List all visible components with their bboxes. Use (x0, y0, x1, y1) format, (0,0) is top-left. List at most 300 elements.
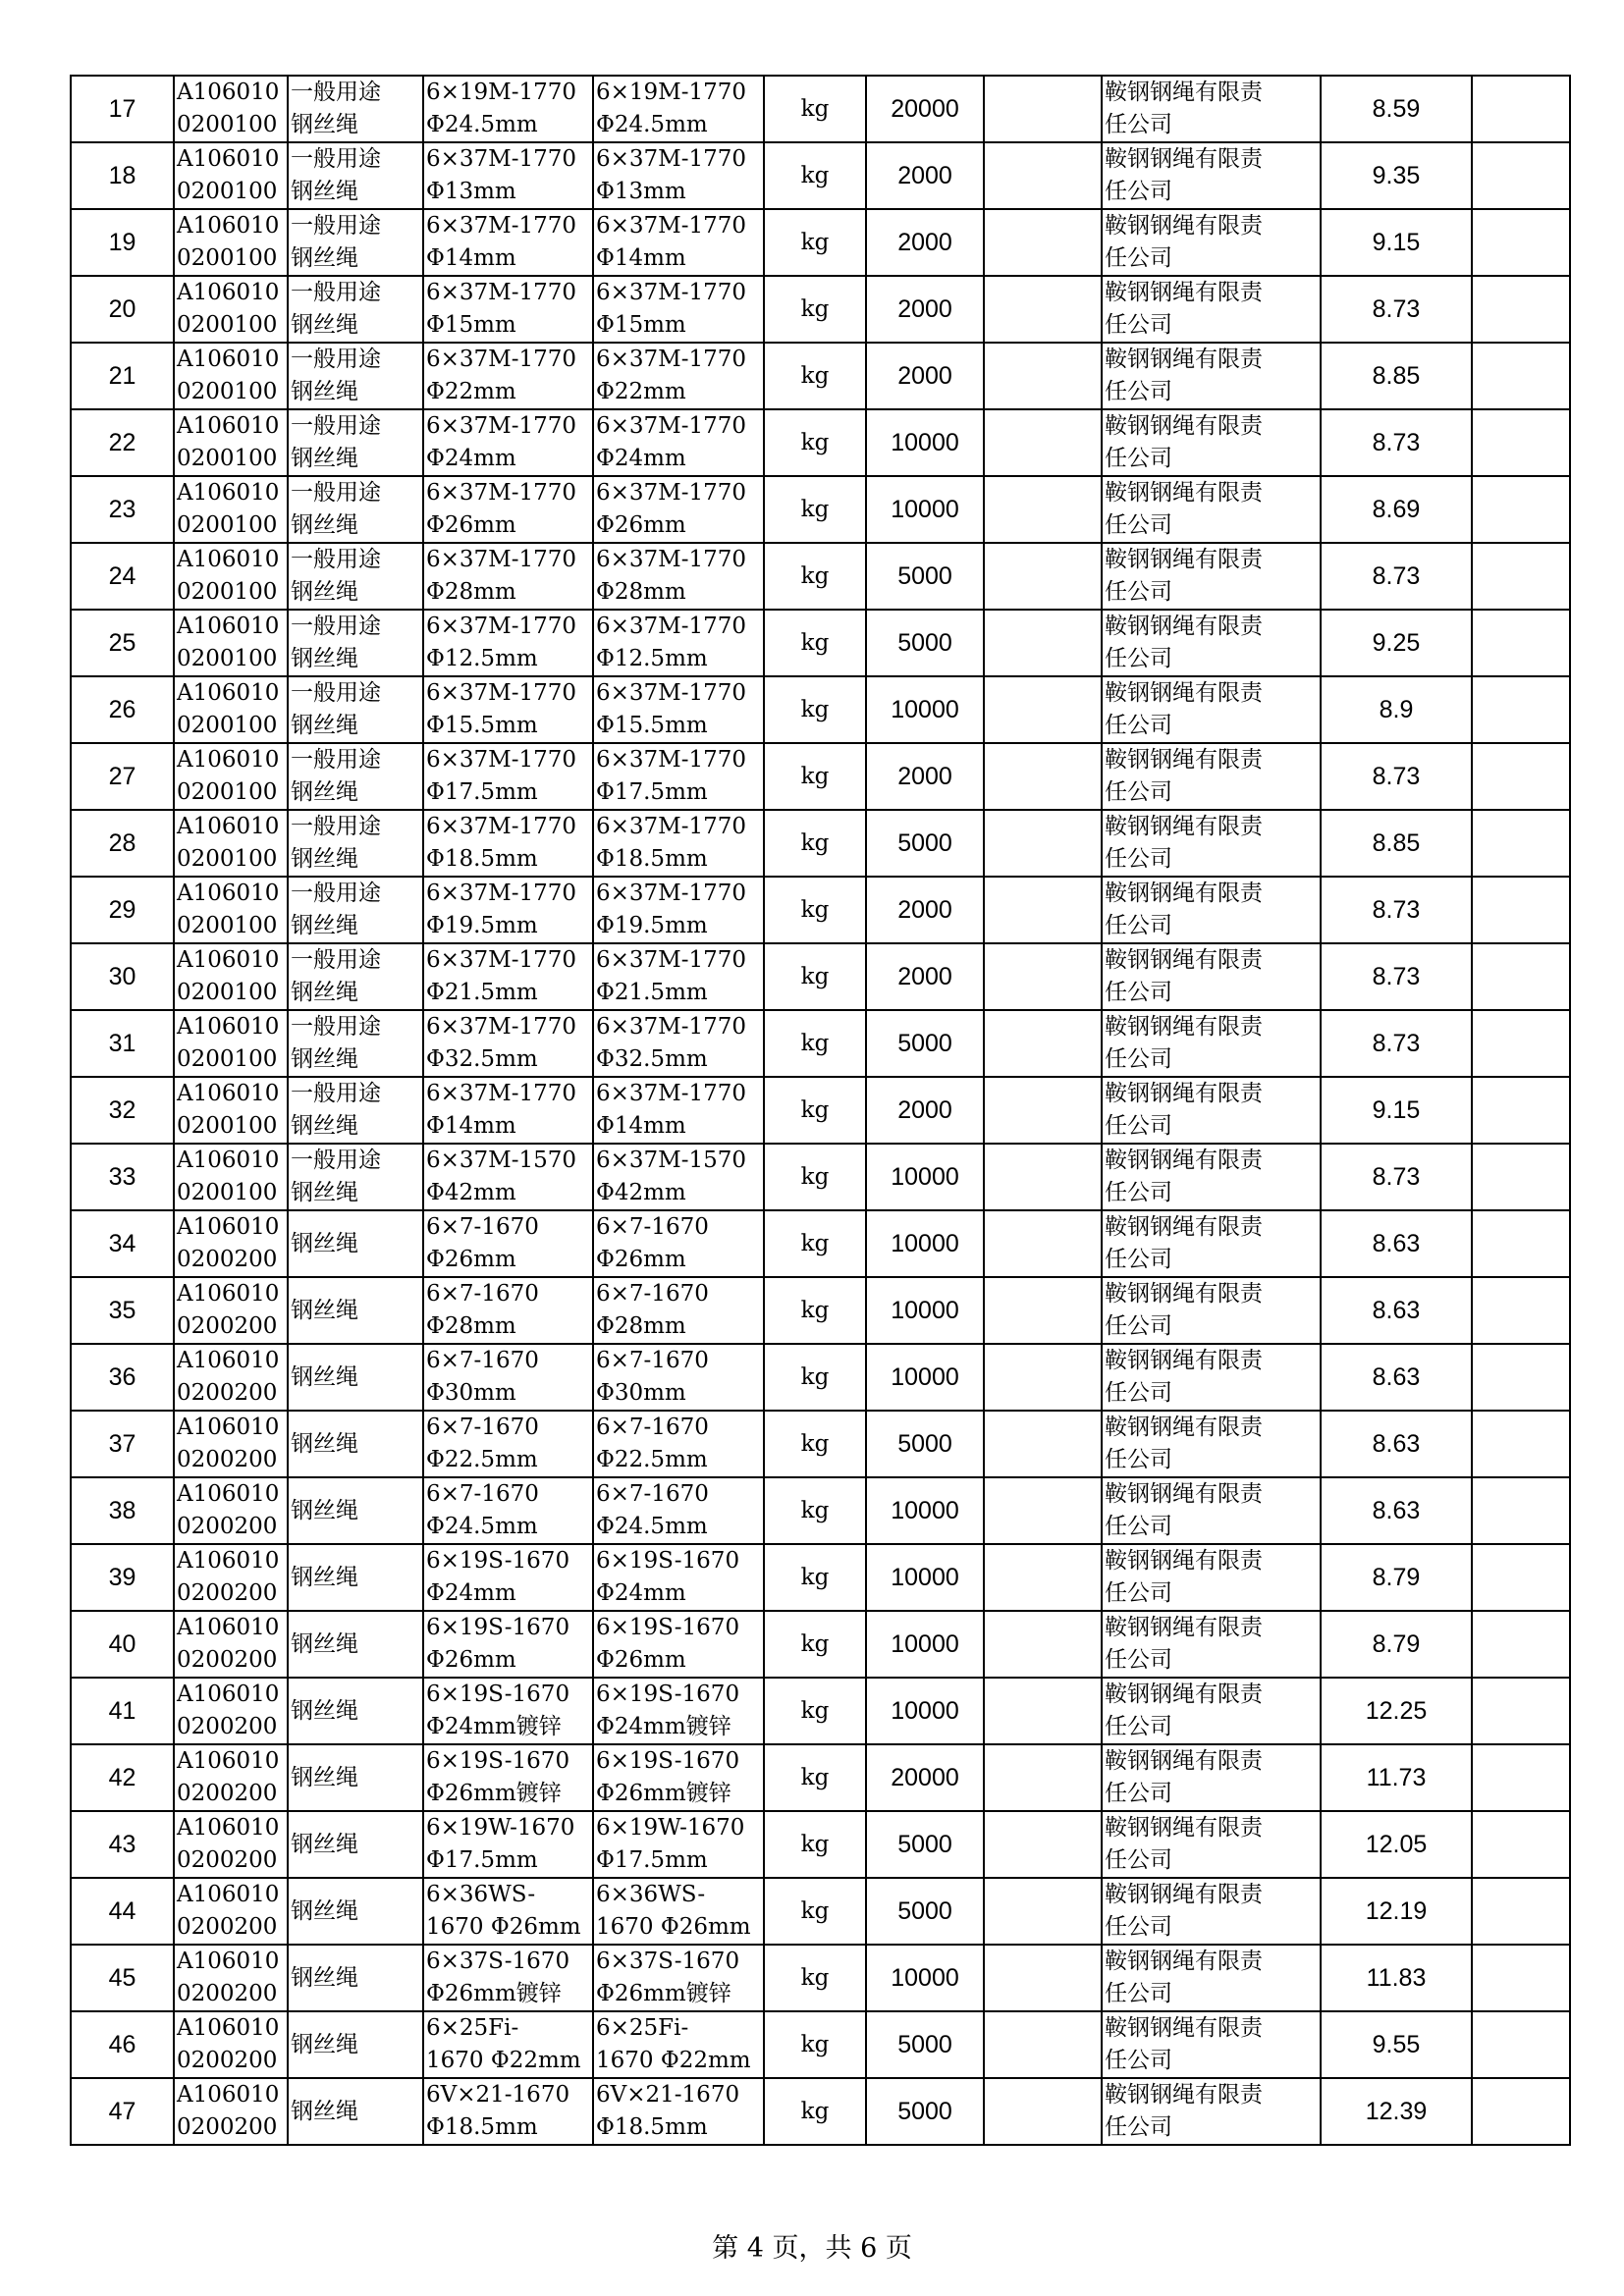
material-name-line: 钢丝绳 (291, 646, 358, 671)
material-code-line: A106010 (177, 881, 280, 906)
material-code-cell (174, 409, 288, 476)
material-code-cell (174, 1544, 288, 1611)
material-name-cell (288, 2078, 423, 2145)
quantity-cell: 20000 (866, 76, 984, 142)
remark-cell (1472, 1477, 1570, 1544)
model-line: 6×37M-1770 (596, 347, 747, 372)
material-code-cell (174, 1678, 288, 1744)
spec-cell (423, 1945, 593, 2011)
blank-cell (984, 1945, 1102, 2011)
spec-line: 6V×21-1670 (426, 2082, 570, 2108)
material-name-cell (288, 1210, 423, 1277)
model-cell (593, 476, 764, 543)
material-name-cell (288, 1477, 423, 1544)
model-line: Φ26mm (596, 512, 686, 538)
remark-cell (1472, 1010, 1570, 1077)
table-row (71, 810, 1570, 877)
material-code-line: A106010 (177, 1548, 280, 1574)
remark-cell (1472, 1544, 1570, 1611)
material-name-cell (288, 2011, 423, 2078)
supplier-line: 任公司 (1105, 1914, 1172, 1940)
blank-cell (984, 1277, 1102, 1344)
model-cell (593, 276, 764, 343)
material-name-cell (288, 1144, 423, 1210)
remark-cell (1472, 2011, 1570, 2078)
table-row (71, 743, 1570, 810)
unit-cell: kg (764, 409, 866, 476)
material-name-cell (288, 142, 423, 209)
spec-line: 6×37M-1770 (426, 947, 577, 973)
model-line: 6×7-1670 (596, 1214, 709, 1240)
supplier-cell (1102, 1411, 1321, 1477)
blank-cell (984, 209, 1102, 276)
blank-cell (984, 1744, 1102, 1811)
model-line: Φ26mm镀锌 (596, 1981, 731, 2006)
material-name-line: 钢丝绳 (291, 245, 358, 271)
unit-price-cell: 12.19 (1321, 1878, 1472, 1945)
spec-line: 1670 Φ26mm (426, 1914, 581, 1940)
model-line: 6×37M-1770 (596, 213, 747, 239)
material-name-line: 一般用途 (291, 547, 381, 572)
quantity-cell: 10000 (866, 676, 984, 743)
model-line: 6×19W-1670 (596, 1815, 745, 1841)
material-name-line: 钢丝绳 (291, 2098, 358, 2124)
supplier-line: 鞍钢钢绳有限责 (1105, 1148, 1263, 1173)
material-code-line: A106010 (177, 614, 280, 639)
supplier-line: 任公司 (1105, 2114, 1172, 2140)
material-name-line: 一般用途 (291, 1081, 381, 1106)
blank-cell (984, 343, 1102, 409)
supplier-line: 任公司 (1105, 846, 1172, 872)
material-name-line: 钢丝绳 (291, 579, 358, 605)
model-line: 6×7-1670 (596, 1348, 709, 1373)
model-line: Φ14mm (596, 245, 686, 271)
model-cell (593, 2011, 764, 2078)
material-code-cell (174, 543, 288, 610)
unit-cell: kg (764, 1077, 866, 1144)
material-name-cell (288, 543, 423, 610)
material-code-cell (174, 1344, 288, 1411)
row-number-cell: 46 (71, 2011, 174, 2078)
remark-cell (1472, 409, 1570, 476)
remark-cell (1472, 1678, 1570, 1744)
material-code-line: A106010 (177, 1949, 280, 1974)
spec-line: 6×37M-1570 (426, 1148, 577, 1173)
material-name-cell (288, 1411, 423, 1477)
unit-cell: kg (764, 1678, 866, 1744)
material-code-line: 0200100 (177, 646, 278, 671)
spec-line: 6×25Fi- (426, 2015, 519, 2041)
blank-cell (984, 1544, 1102, 1611)
quantity-cell: 5000 (866, 543, 984, 610)
unit-cell: kg (764, 1945, 866, 2011)
supplier-line: 鞍钢钢绳有限责 (1105, 747, 1263, 773)
spec-line: 6×37S-1670 (426, 1949, 570, 1974)
material-code-line: 0200100 (177, 179, 278, 204)
quantity-cell: 10000 (866, 1344, 984, 1411)
model-line: Φ18.5mm (596, 2114, 708, 2140)
blank-cell (984, 1678, 1102, 1744)
spec-line: 6×37M-1770 (426, 413, 577, 439)
blank-cell (984, 1344, 1102, 1411)
row-number-cell: 35 (71, 1277, 174, 1344)
table-row (71, 1945, 1570, 2011)
model-line: Φ28mm (596, 579, 686, 605)
remark-cell (1472, 1344, 1570, 1411)
remark-cell (1472, 343, 1570, 409)
spec-cell (423, 810, 593, 877)
supplier-line: 鞍钢钢绳有限责 (1105, 2015, 1263, 2041)
model-cell (593, 1744, 764, 1811)
spec-line: 6×36WS- (426, 1882, 536, 1907)
model-line: Φ13mm (596, 179, 686, 204)
row-number-cell: 42 (71, 1744, 174, 1811)
supplier-line: 鞍钢钢绳有限责 (1105, 1882, 1263, 1907)
blank-cell (984, 877, 1102, 943)
model-line: Φ17.5mm (596, 1847, 708, 1873)
row-number-cell: 41 (71, 1678, 174, 1744)
table-row (71, 1010, 1570, 1077)
material-name-line: 钢丝绳 (291, 1180, 358, 1205)
spec-cell (423, 276, 593, 343)
supplier-line: 鞍钢钢绳有限责 (1105, 1014, 1263, 1040)
supplier-cell (1102, 2011, 1321, 2078)
supplier-line: 鞍钢钢绳有限责 (1105, 547, 1263, 572)
quantity-cell: 10000 (866, 1678, 984, 1744)
supplier-cell (1102, 743, 1321, 810)
material-code-cell (174, 610, 288, 676)
quantity-cell: 2000 (866, 943, 984, 1010)
quantity-cell: 10000 (866, 1277, 984, 1344)
supplier-cell (1102, 810, 1321, 877)
spec-line: Φ19.5mm (426, 913, 538, 938)
model-line: Φ24mm镀锌 (596, 1714, 731, 1739)
material-name-cell (288, 1077, 423, 1144)
unit-price-cell: 11.73 (1321, 1744, 1472, 1811)
model-cell (593, 1945, 764, 2011)
quantity-cell: 10000 (866, 1210, 984, 1277)
material-code-line: A106010 (177, 814, 280, 839)
spec-line: Φ24mm (426, 1580, 516, 1606)
material-code-line: 0200100 (177, 1113, 278, 1139)
supplier-line: 鞍钢钢绳有限责 (1105, 1615, 1263, 1640)
supplier-line: 任公司 (1105, 1046, 1172, 1072)
unit-cell: kg (764, 877, 866, 943)
material-name-line: 钢丝绳 (291, 713, 358, 738)
row-number-cell: 36 (71, 1344, 174, 1411)
spec-cell (423, 476, 593, 543)
unit-cell: kg (764, 1010, 866, 1077)
supplier-cell (1102, 877, 1321, 943)
spec-line: Φ28mm (426, 579, 516, 605)
spec-line: 6×37M-1770 (426, 213, 577, 239)
unit-cell: kg (764, 1411, 866, 1477)
unit-price-cell: 8.73 (1321, 1144, 1472, 1210)
model-line: Φ17.5mm (596, 779, 708, 805)
blank-cell (984, 2078, 1102, 2145)
quantity-cell: 5000 (866, 1878, 984, 1945)
row-number-cell: 19 (71, 209, 174, 276)
table-row (71, 1477, 1570, 1544)
material-code-line: A106010 (177, 1014, 280, 1040)
unit-price-cell: 11.83 (1321, 1945, 1472, 2011)
spec-line: Φ18.5mm (426, 846, 538, 872)
spec-line: Φ18.5mm (426, 2114, 538, 2140)
spec-line: Φ13mm (426, 179, 516, 204)
remark-cell (1472, 1945, 1570, 2011)
spec-line: Φ24mm (426, 446, 516, 471)
table-row (71, 2011, 1570, 2078)
model-line: Φ18.5mm (596, 846, 708, 872)
spec-line: 6×37M-1770 (426, 680, 577, 706)
material-code-cell (174, 676, 288, 743)
supplier-cell (1102, 1544, 1321, 1611)
material-code-line: 0200100 (177, 579, 278, 605)
blank-cell (984, 1210, 1102, 1277)
remark-cell (1472, 877, 1570, 943)
material-name-line: 钢丝绳 (291, 446, 358, 471)
material-code-line: 0200100 (177, 312, 278, 338)
model-cell (593, 1144, 764, 1210)
material-name-line: 一般用途 (291, 347, 381, 372)
unit-price-cell: 8.73 (1321, 877, 1472, 943)
material-code-cell (174, 142, 288, 209)
material-code-line: A106010 (177, 680, 280, 706)
material-name-line: 一般用途 (291, 881, 381, 906)
spec-line: 6×7-1670 (426, 1348, 539, 1373)
blank-cell (984, 476, 1102, 543)
material-name-line: 钢丝绳 (291, 846, 358, 872)
unit-price-cell: 9.25 (1321, 610, 1472, 676)
model-cell (593, 1010, 764, 1077)
supplier-line: 鞍钢钢绳有限责 (1105, 1548, 1263, 1574)
table-row (71, 610, 1570, 676)
unit-cell: kg (764, 810, 866, 877)
spec-line: 6×19S-1670 (426, 1748, 570, 1774)
unit-price-cell: 8.59 (1321, 76, 1472, 142)
supplier-line: 任公司 (1105, 1981, 1172, 2006)
material-code-line: A106010 (177, 1615, 280, 1640)
supplier-line: 任公司 (1105, 512, 1172, 538)
material-name-line: 一般用途 (291, 1014, 381, 1040)
unit-price-cell: 8.79 (1321, 1544, 1472, 1611)
blank-cell (984, 1611, 1102, 1678)
row-number-cell: 40 (71, 1611, 174, 1678)
page-footer: 第 4 页，共 6 页 (712, 2233, 912, 2264)
model-cell (593, 1678, 764, 1744)
supplier-cell (1102, 209, 1321, 276)
material-name-cell (288, 1544, 423, 1611)
supplier-line: 鞍钢钢绳有限责 (1105, 1949, 1263, 1974)
material-name-cell (288, 1010, 423, 1077)
spec-line: Φ30mm (426, 1380, 516, 1406)
model-cell (593, 676, 764, 743)
table-row (71, 1277, 1570, 1344)
remark-cell (1472, 1144, 1570, 1210)
model-cell (593, 142, 764, 209)
row-number-cell: 26 (71, 676, 174, 743)
material-name-line: 钢丝绳 (291, 1697, 358, 1724)
blank-cell (984, 2011, 1102, 2078)
material-name-line: 一般用途 (291, 213, 381, 239)
material-name-line: 钢丝绳 (291, 980, 358, 1005)
material-code-line: 0200200 (177, 1714, 278, 1739)
supplier-line: 任公司 (1105, 646, 1172, 671)
material-code-cell (174, 2078, 288, 2145)
supplier-line: 任公司 (1105, 1380, 1172, 1406)
unit-price-cell: 8.73 (1321, 409, 1472, 476)
unit-price-cell: 8.63 (1321, 1477, 1472, 1544)
material-name-line: 钢丝绳 (291, 1363, 358, 1390)
spec-line: 6×37M-1770 (426, 280, 577, 305)
model-line: 6V×21-1670 (596, 2082, 740, 2108)
material-code-cell (174, 877, 288, 943)
unit-cell: kg (764, 76, 866, 142)
material-code-cell (174, 943, 288, 1010)
supplier-line: 任公司 (1105, 446, 1172, 471)
row-number-cell: 47 (71, 2078, 174, 2145)
supplier-cell (1102, 676, 1321, 743)
unit-cell: kg (764, 1210, 866, 1277)
material-code-line: 0200100 (177, 980, 278, 1005)
unit-price-cell: 8.73 (1321, 743, 1472, 810)
quantity-cell: 20000 (866, 1744, 984, 1811)
material-code-line: 0200200 (177, 1647, 278, 1673)
model-line: 6×37M-1770 (596, 947, 747, 973)
model-line: 6×7-1670 (596, 1415, 709, 1440)
table-row (71, 76, 1570, 142)
spec-line: 6×19M-1770 (426, 80, 577, 105)
table-row (71, 276, 1570, 343)
model-cell (593, 76, 764, 142)
spec-cell (423, 1344, 593, 1411)
material-code-line: 0200200 (177, 1514, 278, 1539)
unit-price-cell: 12.39 (1321, 2078, 1472, 2145)
supplier-line: 鞍钢钢绳有限责 (1105, 213, 1263, 239)
unit-cell: kg (764, 1811, 866, 1878)
model-cell (593, 1210, 764, 1277)
spec-line: Φ21.5mm (426, 980, 538, 1005)
unit-cell: kg (764, 2078, 866, 2145)
row-number-cell: 28 (71, 810, 174, 877)
spec-line: Φ14mm (426, 245, 516, 271)
model-line: Φ26mm (596, 1647, 686, 1673)
material-code-line: 0200200 (177, 1580, 278, 1606)
row-number-cell: 32 (71, 1077, 174, 1144)
row-number-cell: 17 (71, 76, 174, 142)
supplier-cell (1102, 610, 1321, 676)
model-cell (593, 810, 764, 877)
remark-cell (1472, 1077, 1570, 1144)
supplier-line: 任公司 (1105, 112, 1172, 137)
unit-price-cell: 8.73 (1321, 1010, 1472, 1077)
model-line: 6×19S-1670 (596, 1548, 740, 1574)
model-line: 6×37M-1770 (596, 614, 747, 639)
model-cell (593, 1411, 764, 1477)
supplier-line: 鞍钢钢绳有限责 (1105, 146, 1263, 172)
material-code-cell (174, 1611, 288, 1678)
spec-cell (423, 610, 593, 676)
material-code-line: A106010 (177, 146, 280, 172)
unit-cell: kg (764, 543, 866, 610)
quantity-cell: 5000 (866, 1811, 984, 1878)
remark-cell (1472, 610, 1570, 676)
material-name-line: 钢丝绳 (291, 1630, 358, 1657)
material-code-cell (174, 1811, 288, 1878)
remark-cell (1472, 2078, 1570, 2145)
supplier-line: 任公司 (1105, 1313, 1172, 1339)
spec-cell (423, 1411, 593, 1477)
material-name-line: 钢丝绳 (291, 1764, 358, 1790)
remark-cell (1472, 476, 1570, 543)
spec-line: Φ26mm镀锌 (426, 1981, 562, 2006)
quantity-cell: 2000 (866, 1077, 984, 1144)
material-code-cell (174, 743, 288, 810)
remark-cell (1472, 1744, 1570, 1811)
blank-cell (984, 1477, 1102, 1544)
model-cell (593, 343, 764, 409)
material-name-line: 钢丝绳 (291, 1831, 358, 1857)
remark-cell (1472, 943, 1570, 1010)
material-code-line: 0200100 (177, 379, 278, 404)
model-cell (593, 1611, 764, 1678)
material-code-line: 0200200 (177, 2114, 278, 2140)
row-number-cell: 21 (71, 343, 174, 409)
row-number-cell: 39 (71, 1544, 174, 1611)
material-name-line: 一般用途 (291, 1148, 381, 1173)
blank-cell (984, 1878, 1102, 1945)
row-number-cell: 24 (71, 543, 174, 610)
spec-cell (423, 1144, 593, 1210)
row-number-cell: 43 (71, 1811, 174, 1878)
material-code-cell (174, 1411, 288, 1477)
material-name-line: 钢丝绳 (291, 312, 358, 338)
unit-cell: kg (764, 1277, 866, 1344)
supplier-line: 鞍钢钢绳有限责 (1105, 1815, 1263, 1841)
model-line: Φ28mm (596, 1313, 686, 1339)
model-line: 6×19S-1670 (596, 1748, 740, 1774)
supplier-line: 任公司 (1105, 179, 1172, 204)
material-name-cell (288, 343, 423, 409)
spec-line: Φ17.5mm (426, 779, 538, 805)
remark-cell (1472, 1277, 1570, 1344)
material-code-line: A106010 (177, 947, 280, 973)
material-code-line: 0200200 (177, 1781, 278, 1806)
spec-line: Φ42mm (426, 1180, 516, 1205)
material-code-line: A106010 (177, 2082, 280, 2108)
quantity-cell: 10000 (866, 1477, 984, 1544)
material-name-cell (288, 810, 423, 877)
row-number-cell: 25 (71, 610, 174, 676)
supplier-line: 鞍钢钢绳有限责 (1105, 347, 1263, 372)
unit-cell: kg (764, 743, 866, 810)
supplier-line: 任公司 (1105, 913, 1172, 938)
model-cell (593, 1477, 764, 1544)
remark-cell (1472, 209, 1570, 276)
supplier-cell (1102, 1010, 1321, 1077)
spec-line: Φ26mm (426, 1647, 516, 1673)
spec-line: Φ12.5mm (426, 646, 538, 671)
model-line: Φ24.5mm (596, 112, 708, 137)
supplier-cell (1102, 1144, 1321, 1210)
quantity-cell: 5000 (866, 2011, 984, 2078)
spec-cell (423, 1811, 593, 1878)
material-code-cell (174, 76, 288, 142)
unit-price-cell: 8.79 (1321, 1611, 1472, 1678)
spec-cell (423, 1277, 593, 1344)
supplier-line: 鞍钢钢绳有限责 (1105, 2082, 1263, 2108)
model-cell (593, 943, 764, 1010)
